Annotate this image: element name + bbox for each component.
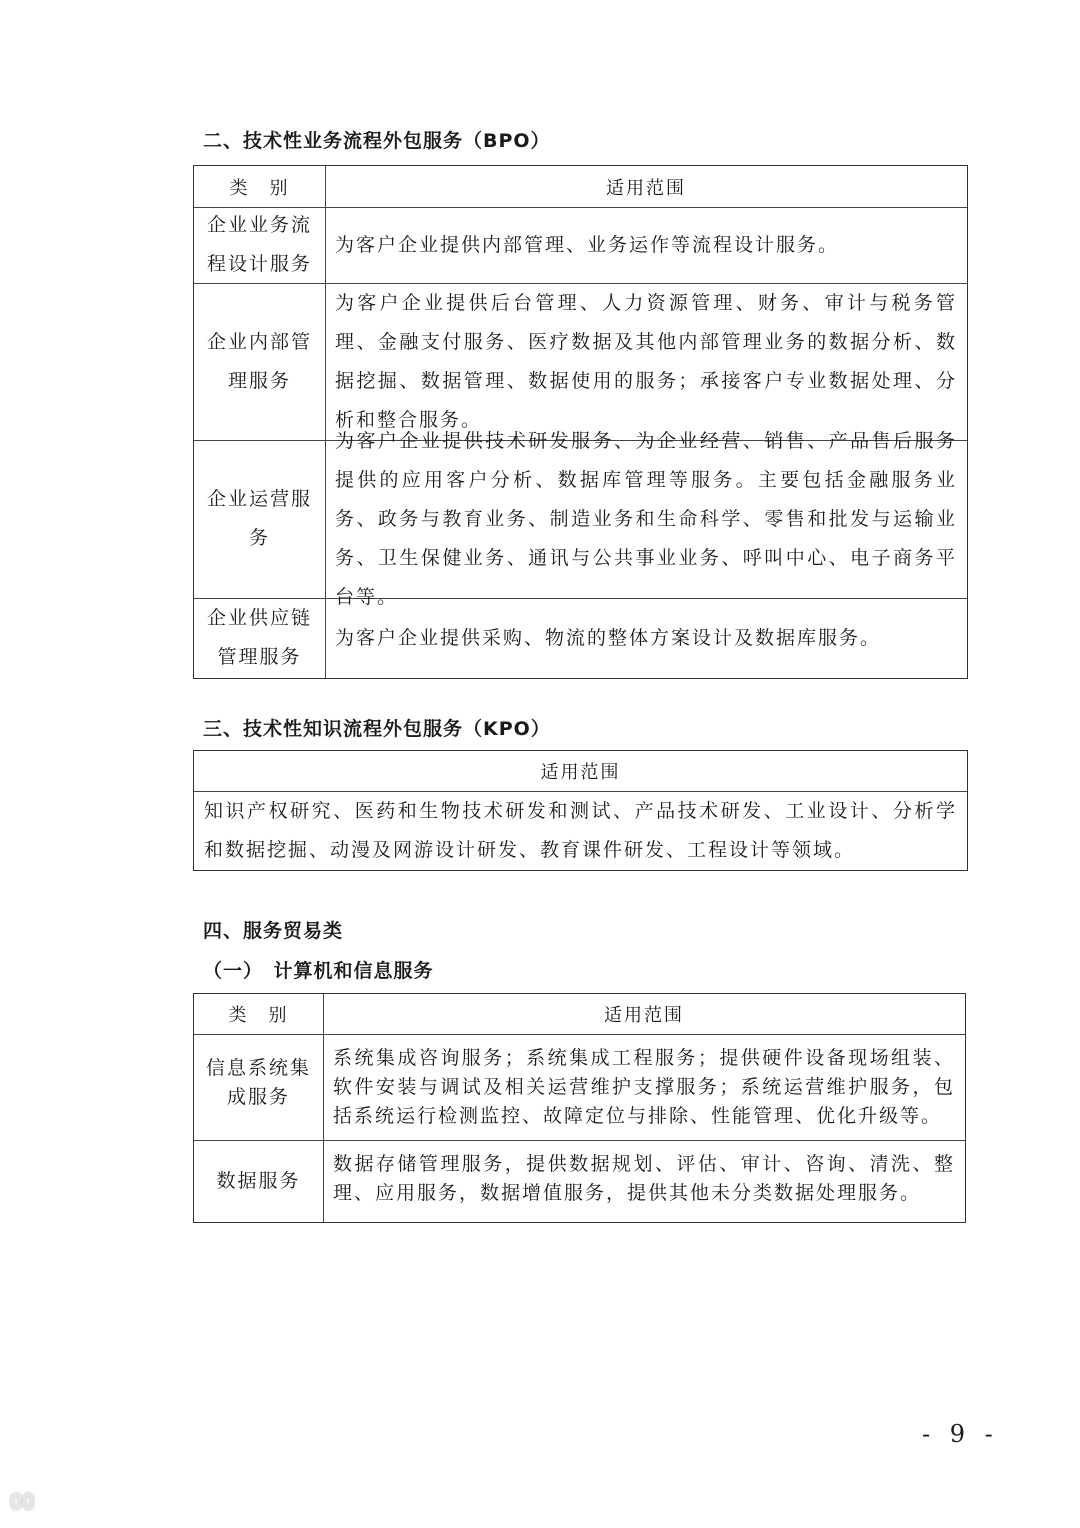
header-scope: 适用范围 [604,1005,684,1026]
table-row-scope: 为客户企业提供后台管理、人力资源管理、财务、审计与税务管理、金融支付服务、医疗数据及其他内部管理业务的数据分析、数据挖掘、数据管理、数据使用的服务；承接客户专业数据处理、分析和整合服务。 [335,291,957,431]
header-scope: 适用范围 [540,762,621,783]
kpo-table [193,750,968,871]
header-scope: 适用范围 [606,177,686,199]
table-row-scope: 系统集成咨询服务；系统集成工程服务；提供硬件设备现场组装、软件安装与调试及相关运营维护支撑服务；系统运营维护服务，包括系统运行检测监控、故障定位与排除、性能管理、优化升级等。 [333,1046,955,1127]
header-category: 类 别 [228,1005,289,1026]
table-row-scope: 为客户企业提供内部管理、业务运作等流程设计服务。 [335,233,840,256]
section-heading-trade: 四、服务贸易类 [203,920,344,942]
table-row-scope: 数据存储管理服务，提供数据规划、评估、审计、咨询、清洗、整理、应用服务，数据增值服务，提供其他未分类数据处理服务。 [333,1153,955,1204]
table-row-category: 企业业务流程设计服务 [206,214,312,275]
table-row-category: 信息系统集成服务 [205,1057,311,1108]
section-heading-kpo: 三、技术性知识流程外包服务（KPO） [203,718,551,740]
table-row-scope: 为客户企业提供采购、物流的整体方案设计及数据库服务。 [335,626,882,649]
table-row-category: 数据服务 [216,1169,301,1192]
page-number: - 9 - [922,1420,999,1448]
computer-info-services-table [193,993,966,1223]
subsection-heading: （一） 计算机和信息服务 [203,960,434,982]
header-category: 类 别 [229,177,290,199]
section-heading-bpo: 二、技术性业务流程外包服务（BPO） [203,130,551,152]
bpo-table [193,165,968,679]
table-row-category: 企业运营服务 [206,488,312,549]
table-row-scope: 为客户企业提供技术研发服务、为企业经营、销售、产品售后服务提供的应用客户分析、数据库管理等服务。主要包括金融服务业务、政务与教育业务、制造业务和生命科学、零售和批发与运输业务、卫生保健业务、通讯与公共事业业务、呼叫中心、电子商务平台等。 [335,429,957,608]
kpo-scope: 知识产权研究、医药和生物技术研发和测试、产品技术研发、工业设计、分析学和数据挖掘、动漫及网游设计研发、教育课件研发、工程设计等领域。 [204,799,957,861]
watermark-logo: 𝟎𝟎 [10,1490,35,1515]
table-row-category: 企业供应链管理服务 [206,607,312,668]
table-row-category: 企业内部管理服务 [206,330,312,392]
